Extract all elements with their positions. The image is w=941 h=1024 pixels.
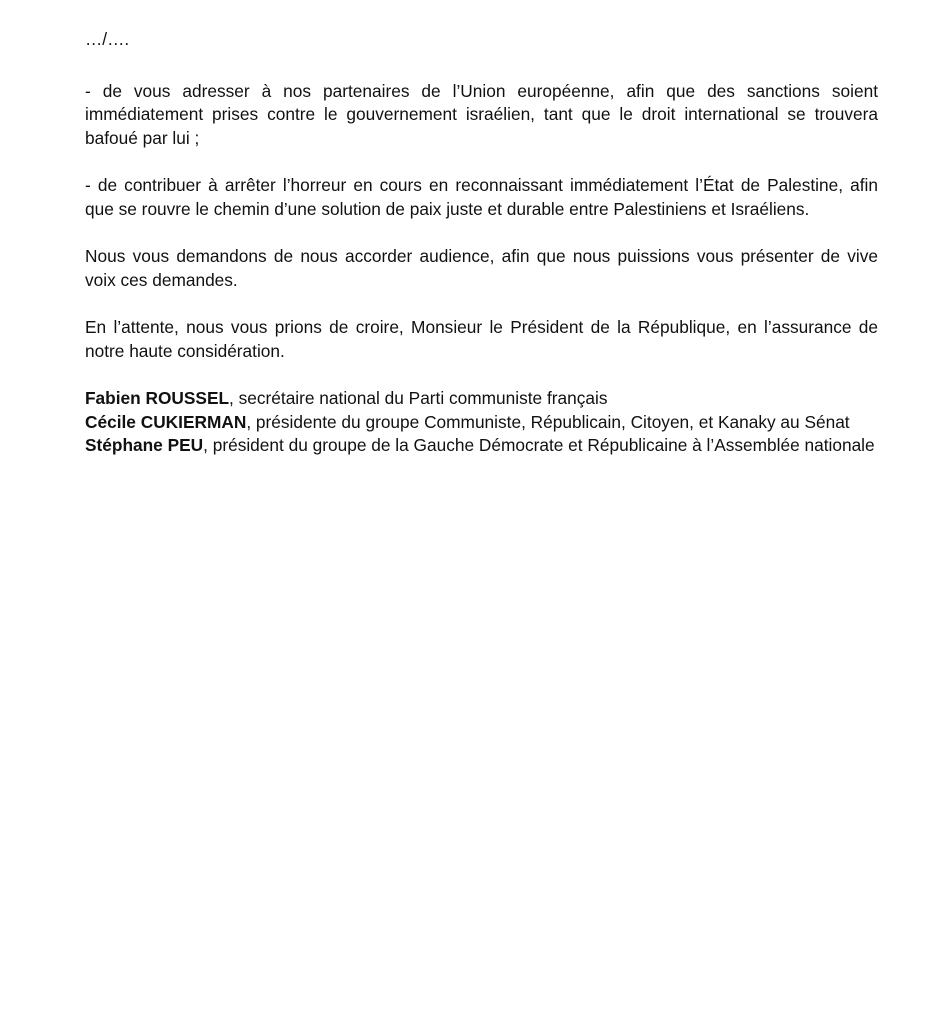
signatory-role: , secrétaire national du Parti communiste français — [229, 388, 608, 408]
signatory — [85, 434, 878, 458]
audience-request-paragraph: Nous vous demandons de nous accorder audience, afin que nous puissions vous présenter de vive voix ces demandes. — [85, 246, 878, 290]
continuation-marker: …/…. — [85, 29, 130, 49]
request-recognition-paragraph: - de contribuer à arrêter l’horreur en cours en reconnaissant immédiatement l’État de Palestine, afin que se rouvre le chemin d’une solution de paix juste et durable entre Palestiniens et Israéliens. — [85, 175, 878, 219]
signatory-name: Stéphane PEU — [85, 435, 204, 455]
signatory-role: , président du groupe de la Gauche Démocrate et Républicaine à l’Assemblée nationale — [203, 435, 875, 455]
signature-block — [85, 387, 878, 458]
signatory-name: Fabien ROUSSEL — [85, 388, 230, 408]
letter-page — [85, 28, 878, 458]
signatory-role: , présidente du groupe Communiste, Républicain, Citoyen, et Kanaky au Sénat — [246, 411, 850, 432]
signatory — [85, 387, 878, 411]
request-sanctions-paragraph: - de vous adresser à nos partenaires de l’Union européenne, afin que des sanctions soient immédiatement prises contre le gouvernement israélien, tant que le droit international se trouvera bafoué par lui ; — [85, 80, 878, 148]
signatory-name: Cécile CUKIERMAN — [85, 411, 247, 432]
closing-paragraph: En l’attente, nous vous prions de croire, Monsieur le Président de la République, en l’assurance de notre haute considération. — [85, 317, 878, 361]
signatory — [85, 411, 878, 435]
